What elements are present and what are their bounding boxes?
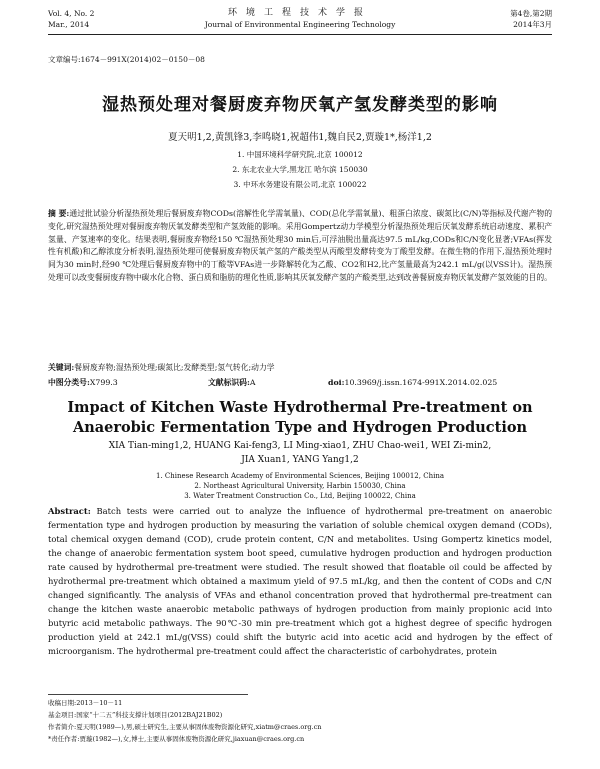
keywords-cn-label: 关键词:: [48, 363, 75, 372]
abstract-en-label: Abstract:: [48, 506, 91, 516]
authors-en-line-1: XIA Tian-ming1,2, HUANG Kai-feng3, LI Ming-xiao1, ZHU Chao-wei1, WEI Zi-min2,: [108, 441, 492, 451]
header-right: [510, 8, 552, 30]
doc-code: A: [249, 378, 256, 387]
affiliation-cn-3: 3. 中环水务建设有限公司,北京 100022: [233, 180, 367, 189]
clc-code: X799.3: [89, 378, 118, 387]
abstract-cn: [48, 208, 552, 285]
volume-number: Vol. 4, No. 2: [48, 9, 95, 18]
title-cn: 湿热预处理对餐厨废弃物厌氧产氢发酵类型的影响: [102, 95, 498, 115]
affiliation-en-2: 2. Northeast Agricultural University, Harbin 150030, China: [194, 482, 406, 490]
authors-en: [60, 439, 540, 467]
doi-value: 10.3969/j.issn.1674-991X.2014.02.025: [344, 378, 498, 387]
footnote-received: 收稿日期:2013－10－11: [48, 699, 123, 707]
affiliation-en-1: 1. Chinese Research Academy of Environmental Sciences, Beijing 100012, China: [156, 472, 444, 480]
classification-line: [48, 377, 552, 388]
title-en: Impact of Kitchen Waste Hydrothermal Pre-treatment on Anaerobic Fermentation Type and Hydrogen Production: [67, 399, 533, 436]
keywords-cn-text: 餐厨废弃物;湿热预处理;碳氮比;发酵类型;氢气转化;动力学: [74, 363, 275, 372]
affiliation-cn-1: 1. 中国环境科学研究院,北京 100012: [237, 150, 363, 159]
journal-name-cn: 环境工程技术学报: [227, 8, 372, 18]
abstract-cn-text: 通过批试验分析湿热预处理后餐厨废弃物CODs(溶解性化学需氧量)、COD(总化学需氧量)、粗蛋白浓度、碳氮比(C/N)等指标及代谢产物的变化,研究湿热预处理对餐厨废弃物厌氧发酵类型和产氢效能的影响。采用Gompertz动力学模型分析湿热预处理后厌氧发酵系统启动速度、累积产氢量、产氢速率的变化。结果表明,餐厨废弃物经150 ℃湿热预处理30 min后,可浮油脱出量高达97.5 mL/kg,CODs和C/N变化显著;VFAs(挥发性有机酸)和乙醇浓度分析表明,湿热预处理可使餐厨废弃物厌氧产氢的产酸类型从丙酸型发酵转变为丁酸型发酵。在微生物的作用下,湿热预处理时间为30 min时,经90 ℃处理后餐厨废弃物中的丁酸等VFAs进一步降解转化为乙酸、CO2和H2,比产氢量最高为242.1 mL/g(以VSS计)。湿热预处理可以改变餐厨废弃物中碳水化合物、蛋白质和脂肪的理化性质,影响其厌氧发酵产氢的产酸类型,达到改善餐厨废弃物厌氧发酵产氢效能的目的。: [48, 209, 552, 282]
footnote-corresponding-author: *责任作者:贾璇(1982—),女,博士,主要从事固体废物资源化研究,jiaxuan@craes.org.cn: [48, 735, 305, 743]
affiliation-en-3: 3. Water Treatment Construction Co., Ltd, Beijing 100022, China: [184, 492, 416, 500]
journal-name-en: Journal of Environmental Engineering Technology: [204, 20, 396, 29]
footnote-funding: 基金项目:国家“十二五”科技支撑计划项目(2012BAJ21B02): [48, 711, 223, 719]
doc-code-label: 文献标识码:: [208, 378, 250, 387]
abstract-en: [48, 504, 552, 658]
header-rule: [48, 34, 552, 35]
affiliation-cn-2: 2. 东北农业大学,黑龙江 哈尔滨 150030: [232, 165, 368, 174]
authors-en-line-2: JIA Xuan1, YANG Yang1,2: [241, 455, 359, 465]
authors-cn: 夏天明1,2,黄凯锋3,李鸣晓1,祝超伟1,魏自民2,贾璇1*,杨洋1,2: [168, 132, 432, 143]
article-number: 文章编号:1674－991X(2014)02－0150－08: [48, 55, 205, 64]
header-center: [48, 8, 552, 30]
abstract-cn-label: 摘 要:: [48, 209, 70, 218]
abstract-en-text: Batch tests were carried out to analyze the influence of hydrothermal pre-treatment on anaerobic fermentation type and hydrogen production by measuring the variation of soluble chemical oxygen demand (CODs), total chemical oxygen demand (COD), crude protein content, C/N and metabolites. Using Gompertz kinetics model, the change of anaerobic fermentation system boot speed, cumulative hydrogen production and hydrogen production rate caused by hydrothermal pre-treatment were studied. The result showed that floatable oil could be affected by hydrothermal pre-treatment which obtained a maximum yield of 97.5 mL/kg, and then the content of CODs and C/N changed significantly. The analysis of VFAs and ethanol concentration proved that hydrothermal pre-treatment can change the kitchen waste anaerobic metabolic pathways of hydrogen production from mainly propionic acid into butyric acid metabolic pathways. The 90℃-30 min pre-treatment which got a highest degree of specific hydrogen production yield at 242.1 mL/g(VSS) could shift the butyric acid into acetic acid and hydrogen by the effect of microorganism. The hydrothermal pre-treatment could affect the characteristic of carbohydrates, protein: [48, 506, 552, 656]
footnote-rule: [48, 694, 248, 695]
clc-label: 中图分类号:: [48, 378, 90, 387]
doi-label: doi:: [328, 378, 345, 387]
publication-date-cn: 2014年3月: [513, 20, 552, 29]
issue-number-cn: 第4卷,第2期: [510, 9, 552, 18]
keywords-cn: [48, 362, 552, 373]
publication-date-en: Mar., 2014: [48, 20, 90, 29]
footnote-author-bio: 作者简介:夏天明(1989—),男,硕士研究生,主要从事固体废物资源化研究,xiatm@craes.org.cn: [48, 723, 322, 731]
